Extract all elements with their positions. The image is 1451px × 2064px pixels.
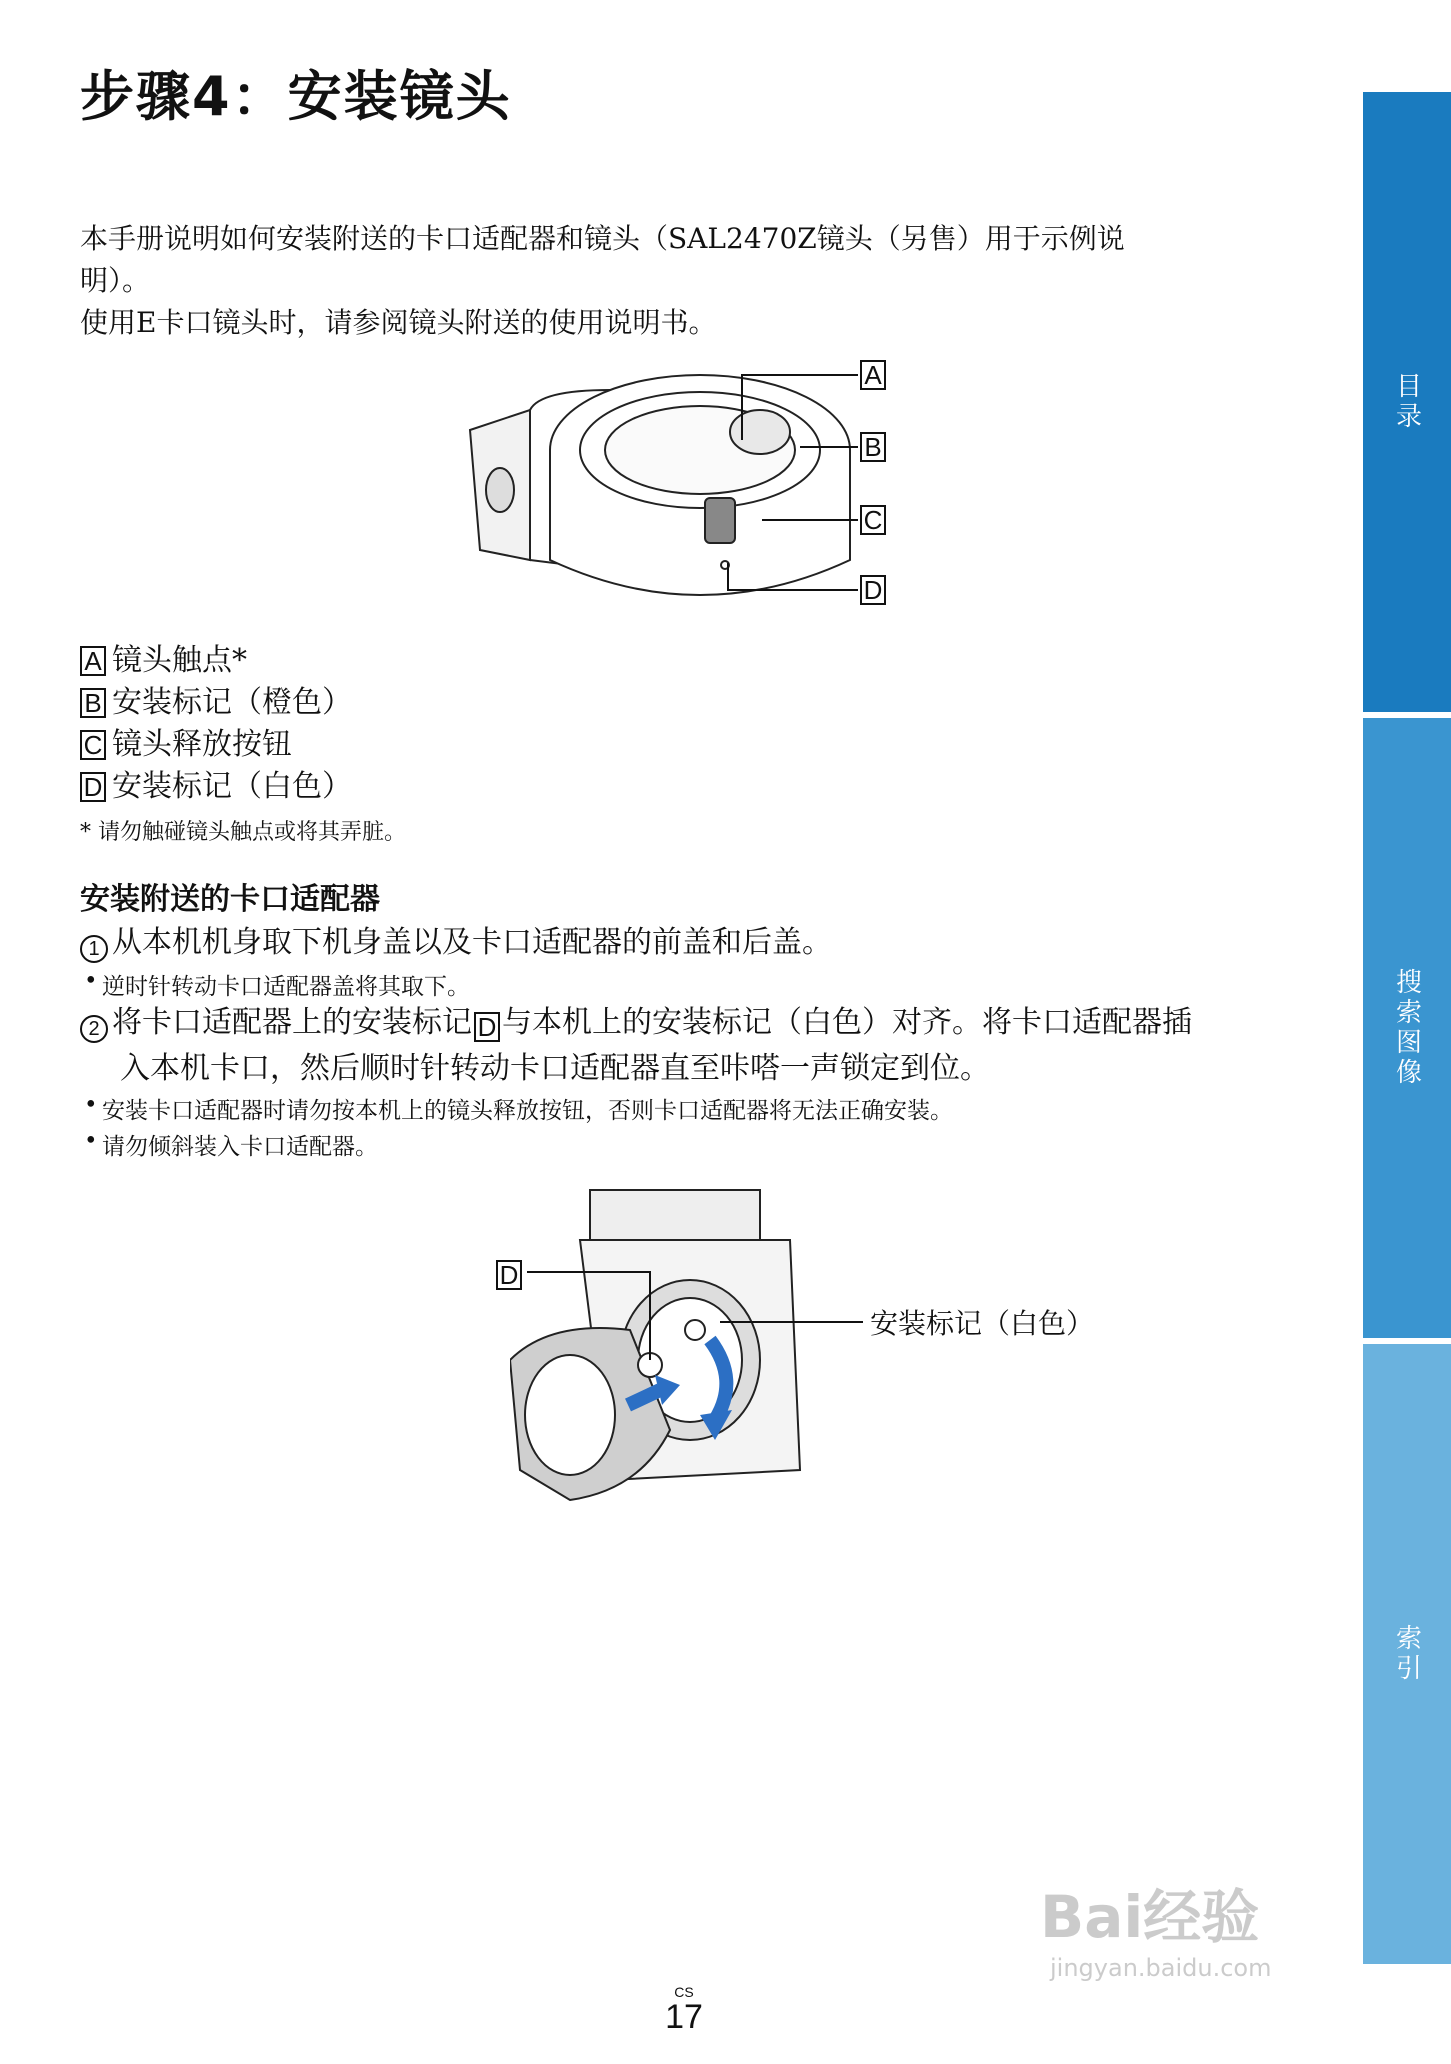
figure-legend bbox=[80, 640, 352, 808]
step-1-bullet: • 逆时针转动卡口适配器盖将其取下。 bbox=[102, 968, 470, 1001]
intro-line-1: 本手册说明如何安装附送的卡口适配器和镜头（SAL2470Z镜头（另售）用于示例说 bbox=[80, 222, 1125, 255]
step-2 bbox=[80, 1000, 1300, 1092]
step-1 bbox=[80, 920, 1300, 966]
intro-line-3: 使用E卡口镜头时，请参阅镜头附送的使用说明书。 bbox=[80, 306, 717, 339]
step-number: 2 bbox=[80, 1015, 108, 1043]
step-text-continued: 入本机卡口，然后顺时针转动卡口适配器直至咔嗒一声锁定到位。 bbox=[120, 1051, 990, 1086]
intro-line-2: 明）。 bbox=[80, 264, 151, 297]
watermark-url: jingyan.baidu.com bbox=[1050, 1954, 1272, 1982]
callout-b: B bbox=[860, 432, 886, 462]
tab-contents-label: 目录 bbox=[1391, 372, 1422, 432]
tab-contents[interactable] bbox=[1363, 92, 1451, 712]
legend-item bbox=[80, 724, 352, 766]
baidu-watermark bbox=[1040, 1870, 1370, 2030]
legend-item bbox=[80, 640, 352, 682]
legend-key: D bbox=[80, 772, 106, 802]
legend-text: 镜头释放按钮 bbox=[112, 727, 292, 762]
page-title: 步骤4：安装镜头 bbox=[80, 65, 512, 128]
tab-search-images[interactable] bbox=[1363, 718, 1451, 1338]
page-lang: CS bbox=[674, 1984, 694, 2000]
step-2-bullet-1: • 安装卡口适配器时请勿按本机上的镜头释放按钮，否则卡口适配器将无法正确安装。 bbox=[102, 1092, 953, 1125]
step-text: 将卡口适配器上的安装标记 bbox=[112, 1005, 472, 1040]
legend-text: 安装标记（白色） bbox=[112, 769, 352, 804]
legend-key: C bbox=[80, 730, 106, 760]
legend-key: A bbox=[80, 646, 106, 676]
footnote: * 请勿触碰镜头触点或将其弄脏。 bbox=[80, 820, 406, 845]
legend-key: B bbox=[80, 688, 106, 718]
page-number bbox=[664, 1984, 704, 2034]
step-2-bullet-2: • 请勿倾斜装入卡口适配器。 bbox=[102, 1128, 378, 1161]
callout-d: D bbox=[860, 575, 886, 605]
callout-a: A bbox=[860, 360, 886, 390]
tab-index[interactable] bbox=[1363, 1344, 1451, 1964]
step-text: 从本机机身取下机身盖以及卡口适配器的前盖和后盖。 bbox=[112, 925, 832, 960]
step-number: 1 bbox=[80, 935, 108, 963]
figure2-callout-d: D bbox=[496, 1260, 522, 1290]
page-num-value: 17 bbox=[665, 1998, 703, 2036]
tab-search-images-label: 搜索图像 bbox=[1391, 968, 1422, 1088]
callout-c: C bbox=[860, 505, 886, 535]
inline-callout-d: D bbox=[474, 1012, 500, 1042]
section-heading: 安装附送的卡口适配器 bbox=[80, 882, 380, 917]
tab-index-label: 索引 bbox=[1391, 1624, 1422, 1684]
legend-text: 安装标记（橙色） bbox=[112, 685, 352, 720]
figure2-callout-lines bbox=[525, 1260, 865, 1380]
intro-paragraph bbox=[80, 218, 1260, 344]
watermark-brand: Bai经验 bbox=[1040, 1883, 1260, 1951]
legend-item bbox=[80, 766, 352, 808]
legend-item bbox=[80, 682, 352, 724]
figure2-label: 安装标记（白色） bbox=[870, 1307, 1095, 1340]
legend-text: 镜头触点* bbox=[112, 643, 247, 678]
step-text: 与本机上的安装标记（白色）对齐。将卡口适配器插 bbox=[502, 1005, 1192, 1040]
